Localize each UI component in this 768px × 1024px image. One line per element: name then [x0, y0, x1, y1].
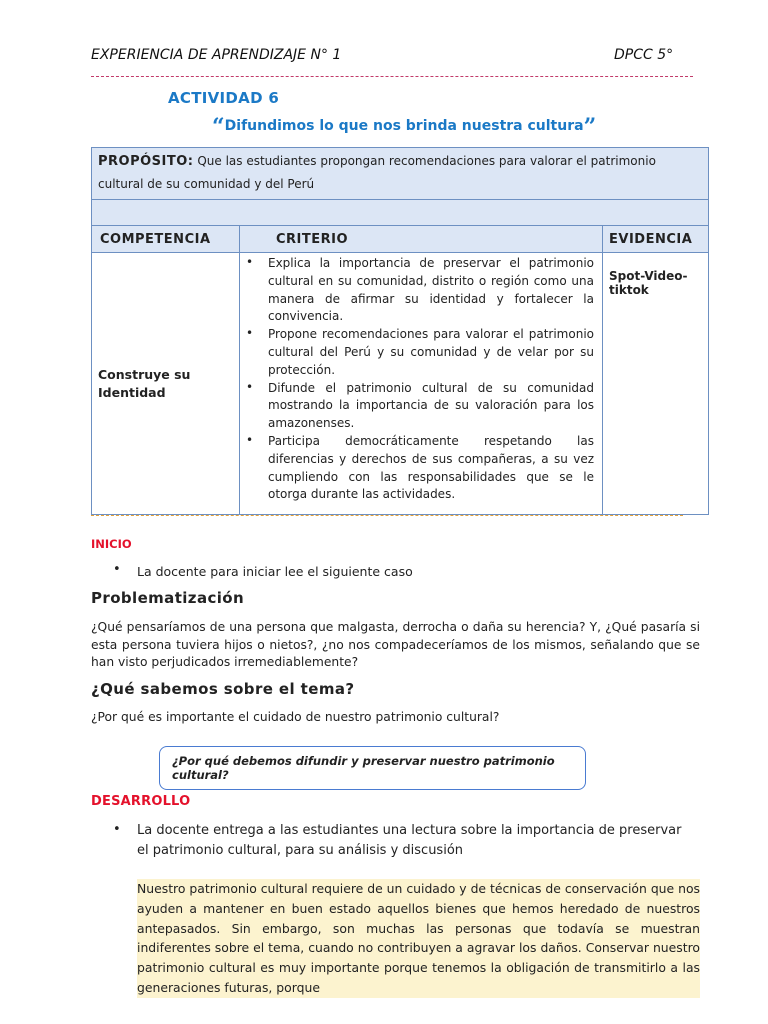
criterio-item: • Explica la importancia de preservar el patrimonio cultural en su comunidad, distrito o región como una manera de afirmar su identidad y fortalecer la convivencia.	[244, 255, 594, 326]
evidencia-text: Spot-Video-tiktok	[609, 269, 688, 297]
proposito-label: PROPÓSITO:	[98, 154, 194, 169]
inicio-label: INICIO	[91, 537, 132, 551]
que-sabemos-question: ¿Por qué es importante el cuidado de nuestro patrimonio cultural?	[91, 710, 500, 724]
activity-title	[212, 110, 597, 140]
que-sabemos-heading: ¿Qué sabemos sobre el tema?	[91, 680, 355, 698]
question-box-text: ¿Por qué debemos difundir y preservar nuestro patrimonio cultural?	[172, 754, 555, 782]
header-divider	[91, 76, 693, 77]
header-competencia: COMPETENCIA	[92, 226, 240, 253]
reading-passage: Nuestro patrimonio cultural requiere de un cuidado y de técnicas de conservación que nos ayuden a mantener en buen estado aquellos bienes que hemos heredado de nuestros antepasados. Sin embargo, son muchas las personas que todavía se muestran indiferentes sobre el tema, cuando no contribuyen a agravar los daños. Conservar nuestro patrimonio cultural es muy importante porque tenemos la obligación de transmitirlo a las generaciones futuras, porque	[137, 879, 700, 998]
header-criterio: CRITERIO	[240, 226, 603, 253]
activity-title-text: Difundimos lo que nos brinda nuestra cultura	[224, 118, 584, 134]
empty-row	[92, 200, 709, 226]
criterio-item: • Participa democráticamente respetando las diferencias y derechos de sus compañeras, a su vez cumpliendo con las responsabilidades que se le otorga durante las actividades.	[244, 433, 594, 504]
course-code: DPCC 5°	[614, 47, 674, 63]
criterio-list	[244, 255, 594, 504]
close-quote: ”	[583, 114, 597, 140]
proposito-text: Que las estudiantes propongan recomendaciones para valorar el patrimonio cultural de su comunidad y del Perú	[98, 154, 656, 191]
criterio-cell	[240, 253, 603, 515]
experience-title: EXPERIENCIA DE APRENDIZAJE N° 1	[91, 47, 342, 63]
problematizacion-text: ¿Qué pensaríamos de una persona que malgasta, derrocha o daña su herencia? Y, ¿Qué pasaría si esta persona tuviera hijos o nietos?, ¿no nos compadeceríamos de los mismos, señalando que se han visto perjudicados irremediablemente?	[91, 620, 700, 669]
bullet-icon: •	[113, 562, 121, 577]
criterio-item: • Difunde el patrimonio cultural de su comunidad mostrando la importancia de su valoración para los amazonenses.	[244, 380, 594, 433]
activity-label: ACTIVIDAD 6	[168, 89, 280, 107]
competencia-cell	[92, 253, 240, 515]
proposito-cell	[92, 148, 709, 200]
header-evidencia: EVIDENCIA	[603, 226, 709, 253]
problematizacion-heading: Problematización	[91, 589, 245, 607]
bullet-icon: •	[113, 822, 121, 837]
competency-table	[91, 147, 709, 515]
open-quote: “	[212, 114, 225, 140]
desarrollo-label: DESARROLLO	[91, 794, 191, 809]
question-box	[159, 746, 586, 790]
inicio-bullet-text: La docente para iniciar lee el siguiente caso	[137, 564, 413, 579]
criterio-item: • Propone recomendaciones para valorar el patrimonio cultural del Perú y su comunidad y de velar por su protección.	[244, 326, 594, 379]
desarrollo-bullet-text: La docente entrega a las estudiantes una lectura sobre la importancia de preservar el patrimonio cultural, para su análisis y discusión	[137, 823, 682, 858]
evidencia-cell	[603, 253, 709, 515]
section-divider	[91, 515, 683, 516]
competencia-text: Construye su Identidad	[98, 366, 191, 400]
